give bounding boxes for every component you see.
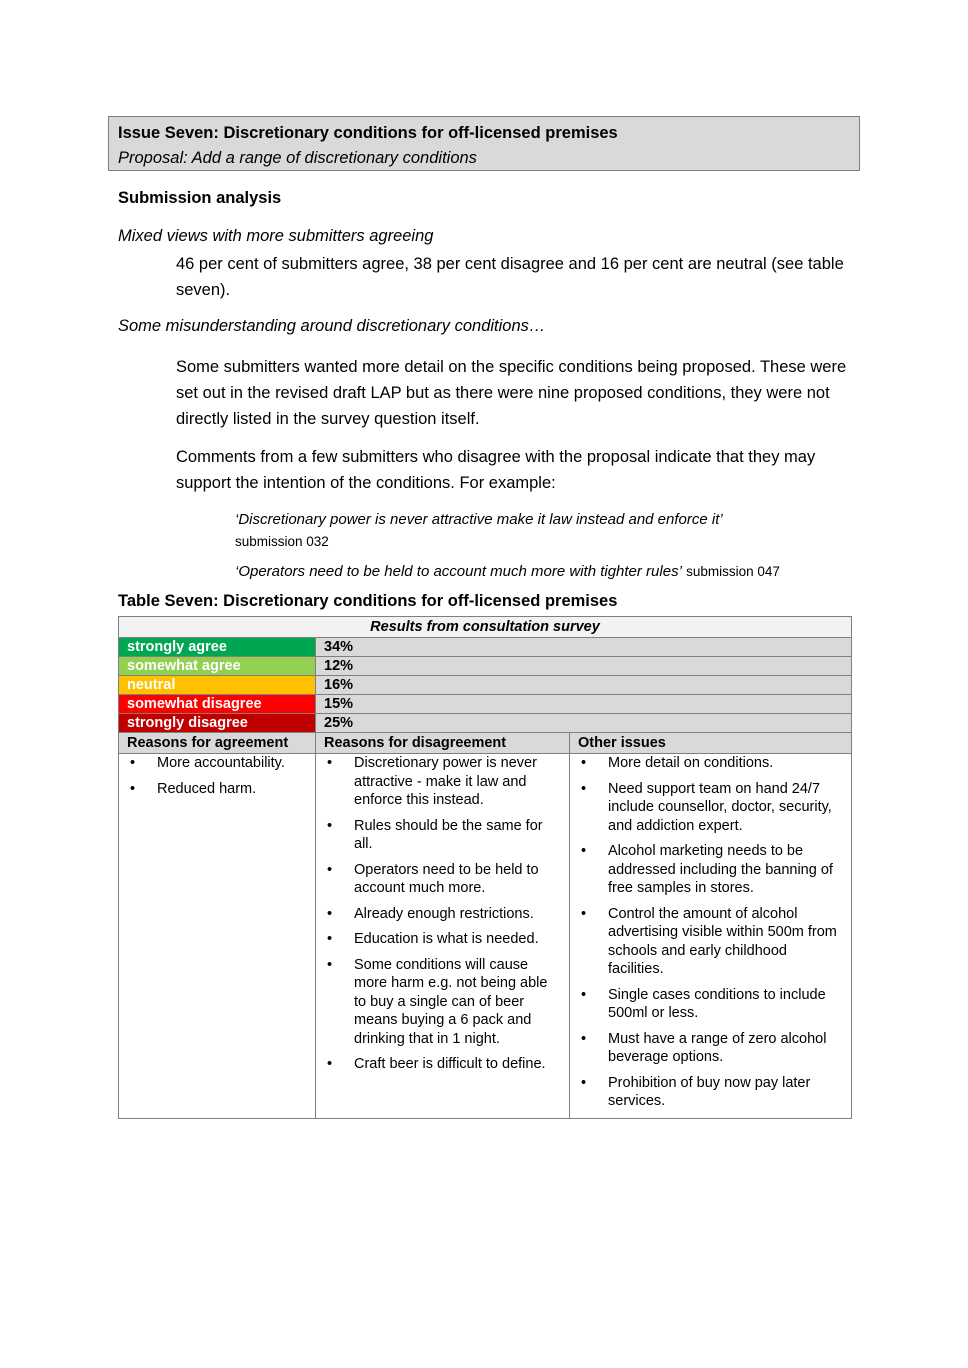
scale-label: neutral bbox=[119, 676, 316, 695]
misunderstanding-heading: Some misunderstanding around discretionary conditions… bbox=[118, 317, 546, 335]
list-item: • Single cases conditions to include 500ml or less. bbox=[578, 986, 843, 1023]
list-item: • Rules should be the same for all. bbox=[324, 817, 561, 854]
submission-heading: Submission analysis bbox=[118, 189, 282, 207]
scale-value: 34% bbox=[316, 638, 852, 657]
list-item: • Already enough restrictions. bbox=[324, 905, 561, 924]
issue-title: Issue Seven: Discretionary conditions for off-licensed premises bbox=[118, 124, 618, 142]
list-item: • Some conditions will cause more harm e.g. not being able to buy a single can of beer means buying a 6 pack and drinking that in 1 night. bbox=[324, 956, 561, 1049]
scale-label: strongly disagree bbox=[119, 714, 316, 733]
column-header-disagreement: Reasons for disagreement bbox=[316, 733, 570, 754]
quote-2-source: submission 047 bbox=[686, 564, 780, 579]
mixed-views-text: 46 per cent of submitters agree, 38 per cent disagree and 16 per cent are neutral (see table seven). bbox=[176, 255, 844, 299]
mixed-views-heading: Mixed views with more submitters agreeing bbox=[118, 227, 434, 245]
scale-value: 12% bbox=[316, 657, 852, 676]
list-item: • Must have a range of zero alcohol beverage options. bbox=[578, 1030, 843, 1067]
column-header-row bbox=[119, 733, 852, 754]
scale-value: 16% bbox=[316, 676, 852, 695]
list-item: • Operators need to be held to account much more. bbox=[324, 861, 561, 898]
agreement-cell bbox=[119, 754, 316, 1119]
column-header-agreement: Reasons for agreement bbox=[119, 733, 316, 754]
column-header-other: Other issues bbox=[570, 733, 852, 754]
scale-row bbox=[119, 695, 852, 714]
list-item: • Alcohol marketing needs to be addressed including the banning of free samples in stores. bbox=[578, 842, 843, 898]
survey-table bbox=[118, 616, 852, 1119]
list-item: • Need support team on hand 24/7 include counsellor, doctor, security, and addiction expert. bbox=[578, 780, 843, 836]
scale-row bbox=[119, 638, 852, 657]
scale-label: strongly agree bbox=[119, 638, 316, 657]
scale-row bbox=[119, 657, 852, 676]
scale-row bbox=[119, 714, 852, 733]
issue-proposal: Proposal: Add a range of discretionary conditions bbox=[118, 149, 477, 167]
other-issues-list bbox=[578, 754, 843, 1111]
list-item: • Craft beer is difficult to define. bbox=[324, 1055, 561, 1074]
scale-label: somewhat agree bbox=[119, 657, 316, 676]
scale-value: 25% bbox=[316, 714, 852, 733]
scale-value: 15% bbox=[316, 695, 852, 714]
list-item: • Prohibition of buy now pay later services. bbox=[578, 1074, 843, 1111]
other-issues-cell bbox=[570, 754, 852, 1119]
scale-label: somewhat disagree bbox=[119, 695, 316, 714]
agreement-list bbox=[127, 754, 307, 798]
table-title: Table Seven: Discretionary conditions for off-licensed premises bbox=[118, 592, 618, 610]
issue-box bbox=[108, 116, 860, 171]
misunderstanding-para-1: Some submitters wanted more detail on the specific conditions being proposed. These were set out in the revised draft LAP but as there were nine proposed conditions, they were not directly listed in the survey question itself. bbox=[176, 358, 847, 428]
list-item: • More accountability. bbox=[127, 754, 307, 773]
misunderstanding-para-2: Comments from a few submitters who disagree with the proposal indicate that they may support the intention of the conditions. For example: bbox=[176, 448, 816, 492]
scale-row bbox=[119, 676, 852, 695]
results-header: Results from consultation survey bbox=[119, 617, 852, 638]
disagreement-list bbox=[324, 754, 561, 1074]
reasons-row bbox=[119, 754, 852, 1119]
list-item: • Education is what is needed. bbox=[324, 930, 561, 949]
quote-2 bbox=[235, 561, 855, 583]
list-item: • More detail on conditions. bbox=[578, 754, 843, 773]
quote-1-text: ‘Discretionary power is never attractive make it law instead and enforce it’ bbox=[235, 511, 723, 528]
quote-1-source: submission 032 bbox=[235, 534, 329, 549]
list-item: • Discretionary power is never attractive - make it law and enforce this instead. bbox=[324, 754, 561, 810]
quote-2-text: ‘Operators need to be held to account much more with tighter rules’ bbox=[235, 563, 682, 580]
list-item: • Reduced harm. bbox=[127, 780, 307, 799]
quote-1 bbox=[235, 509, 855, 553]
disagreement-cell bbox=[316, 754, 570, 1119]
list-item: • Control the amount of alcohol advertising visible within 500m from schools and early childhood facilities. bbox=[578, 905, 843, 979]
